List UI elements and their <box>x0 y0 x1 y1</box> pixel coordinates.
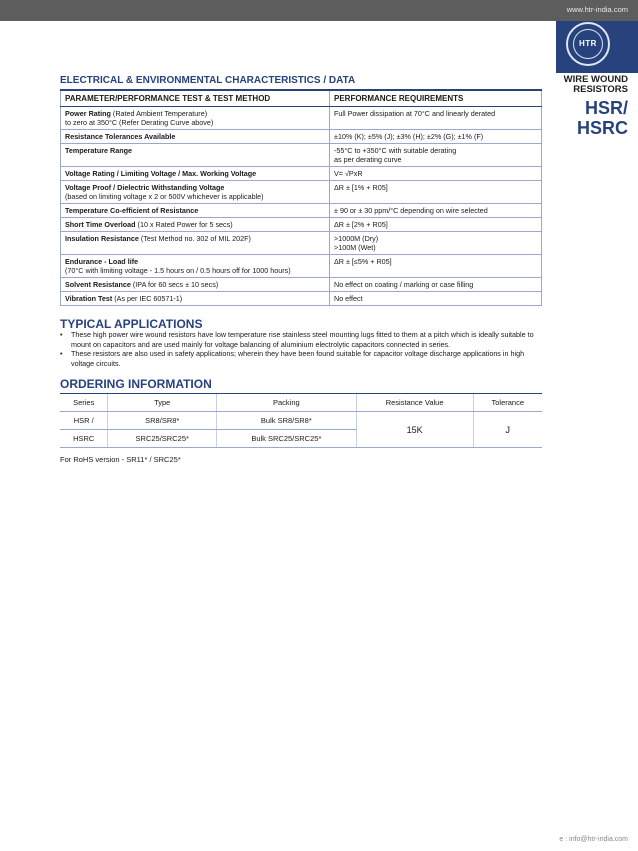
footer-email[interactable]: e : info@htr-india.com <box>559 836 628 843</box>
parameter-cell <box>61 232 330 255</box>
col-series: Series <box>60 394 108 412</box>
parameter-cell <box>61 292 330 306</box>
category-line-1: WIRE WOUND <box>563 74 628 85</box>
table-row <box>61 204 542 218</box>
electrical-heading: ELECTRICAL & ENVIRONMENTAL CHARACTERISTICS / DATA <box>60 75 356 86</box>
product-model <box>577 98 628 138</box>
parameter-cell <box>61 130 330 144</box>
applications-heading: TYPICAL APPLICATIONS <box>60 317 203 331</box>
table-row <box>61 144 542 167</box>
table-row <box>61 167 542 181</box>
cell-type: SRC25/SRC25* <box>108 430 217 448</box>
applications-list <box>60 330 546 368</box>
requirement-text: >1000M (Dry) <box>334 234 379 243</box>
col-type: Type <box>108 394 217 412</box>
parameter-name: Insulation Resistance <box>65 234 139 243</box>
cell-series: HSRC <box>60 430 108 448</box>
requirement-cell <box>330 292 542 306</box>
table-row <box>61 181 542 204</box>
requirement-text: ±10% (K); ±5% (J); ±3% (H); ±2% (G); ±1% (F) <box>334 132 484 141</box>
bullet: • <box>60 349 63 358</box>
cell-tolerance: J <box>473 412 542 448</box>
ordering-table <box>60 393 542 448</box>
table-row <box>61 255 542 278</box>
ordering-heading: ORDERING INFORMATION <box>60 377 212 391</box>
parameter-name: Resistance Tolerances Available <box>65 132 176 141</box>
parameter-method: to zero at 350°C (Refer Derating Curve above) <box>65 118 214 127</box>
logo-text: HTR <box>573 29 603 59</box>
category-line-2: RESISTORS <box>573 84 628 95</box>
parameter-name: Temperature Range <box>65 146 132 155</box>
table-row <box>60 412 542 430</box>
col-header-requirements: PERFORMANCE REQUIREMENTS <box>330 90 542 107</box>
requirement-cell <box>330 232 542 255</box>
requirement-cell <box>330 130 542 144</box>
parameter-name: Power Rating <box>65 109 111 118</box>
model-line-1: HSR/ <box>584 98 628 118</box>
cell-resistance-value: 15K <box>356 412 473 448</box>
table-row <box>61 107 542 130</box>
requirement-text: -55°C to +350°C with suitable derating <box>334 146 457 155</box>
table-row <box>61 218 542 232</box>
website-url[interactable]: www.htr-india.com <box>566 5 628 14</box>
requirement-text: ΔR ± [2% + R05] <box>334 220 388 229</box>
top-bar <box>0 0 638 21</box>
requirement-cell <box>330 107 542 130</box>
requirement-text-2: as per derating curve <box>334 155 402 164</box>
requirement-text: ± 90 or ± 30 ppm/°C depending on wire selected <box>334 206 488 215</box>
model-line-2: HSRC <box>576 118 628 138</box>
parameter-name: Endurance - Load life <box>65 257 139 266</box>
parameter-method: (based on limiting voltage x 2 or 500V whichever is applicable) <box>65 192 264 201</box>
table-row <box>61 232 542 255</box>
bullet: • <box>60 330 63 339</box>
parameter-cell <box>61 218 330 232</box>
requirement-text: V= √PxR <box>334 169 363 178</box>
cell-packing: Bulk SRC25/SRC25* <box>217 430 357 448</box>
parameter-detail: (IPA for 60 secs ± 10 secs) <box>130 280 219 289</box>
product-category <box>564 75 628 95</box>
table-header-row <box>60 394 542 412</box>
list-item <box>60 349 546 368</box>
parameter-cell <box>61 167 330 181</box>
requirement-cell <box>330 167 542 181</box>
col-packing: Packing <box>217 394 357 412</box>
requirement-text: Full Power dissipation at 70°C and linearly derated <box>334 109 496 118</box>
requirement-text: ΔR ± [≤5% + R05] <box>334 257 392 266</box>
requirement-text-2: >100M (Wet) <box>334 243 376 252</box>
col-resistance-value: Resistance Value <box>356 394 473 412</box>
parameter-name: Vibration Test <box>65 294 113 303</box>
parameter-name: Voltage Proof / Dielectric Withstanding Voltage <box>65 183 225 192</box>
table-header-row <box>61 90 542 107</box>
cell-type: SR8/SR8* <box>108 412 217 430</box>
parameter-name: Voltage Rating / Limiting Voltage / Max. Working Voltage <box>65 169 257 178</box>
application-text: These high power wire wound resistors have low temperature rise stainless steel mounting lugs fitted to them at a pitch which is ideally suitable to mount on capacitors and are used mainly for voltage balancing of aluminium electrolytic capacitors connected in series. <box>71 330 534 349</box>
parameter-name: Temperature Co-efficient of Resistance <box>65 206 199 215</box>
cell-series: HSR / <box>60 412 108 430</box>
htr-logo <box>566 22 610 66</box>
requirement-text: ΔR ± [1% + R05] <box>334 183 388 192</box>
col-tolerance: Tolerance <box>473 394 542 412</box>
requirement-cell <box>330 255 542 278</box>
table-row <box>61 278 542 292</box>
list-item <box>60 330 546 349</box>
parameter-cell <box>61 107 330 130</box>
table-row <box>61 292 542 306</box>
parameter-cell <box>61 255 330 278</box>
characteristics-table <box>60 89 542 306</box>
requirement-cell <box>330 218 542 232</box>
parameter-cell <box>61 181 330 204</box>
requirement-cell <box>330 144 542 167</box>
parameter-detail: (As per IEC 60571-1) <box>112 294 183 303</box>
parameter-detail: (Test Method no. 302 of MIL 202F) <box>138 234 251 243</box>
parameter-detail: (10 x Rated Power for 5 secs) <box>135 220 233 229</box>
requirement-cell <box>330 181 542 204</box>
requirement-text: No effect on coating / marking or case filling <box>334 280 474 289</box>
parameter-name: Short Time Overload <box>65 220 136 229</box>
cell-packing: Bulk SR8/SR8* <box>217 412 357 430</box>
parameter-name: Solvent Resistance <box>65 280 131 289</box>
rohs-note: For RoHS version - SR11* / SRC25* <box>60 455 181 464</box>
table-row <box>61 130 542 144</box>
parameter-cell <box>61 278 330 292</box>
application-text: These resistors are also used in safety applications; wherein they have been found suitable for capacitor voltage discharge applications in high voltage circuits. <box>71 349 525 368</box>
requirement-text: No effect <box>334 294 363 303</box>
col-header-parameter: PARAMETER/PERFORMANCE TEST & TEST METHOD <box>61 90 330 107</box>
parameter-cell <box>61 204 330 218</box>
parameter-detail: (Rated Ambient Temperature) <box>110 109 208 118</box>
parameter-method: (70°C with limiting voltage - 1.5 hours on / 0.5 hours off for 1000 hours) <box>65 266 291 275</box>
requirement-cell <box>330 278 542 292</box>
requirement-cell <box>330 204 542 218</box>
parameter-cell <box>61 144 330 167</box>
